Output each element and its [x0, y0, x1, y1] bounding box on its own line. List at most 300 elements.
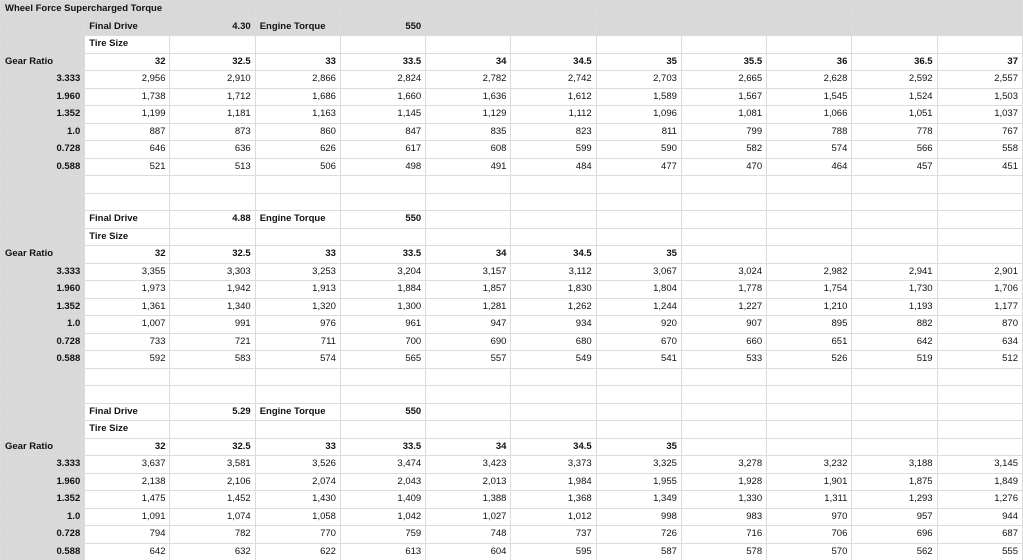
wheel-force-value[interactable]: 512: [937, 351, 1022, 369]
gear-ratio-value[interactable]: 1.960: [1, 281, 85, 299]
tire-size-label[interactable]: Tire Size: [85, 228, 170, 246]
wheel-force-value[interactable]: 1,210: [767, 298, 852, 316]
wheel-force-value[interactable]: 617: [340, 141, 425, 159]
gear-ratio-value[interactable]: 0.588: [1, 351, 85, 369]
empty-cell[interactable]: [426, 176, 511, 194]
wheel-force-value[interactable]: 794: [85, 526, 170, 544]
empty-cell[interactable]: [937, 228, 1022, 246]
wheel-force-value[interactable]: 1,058: [255, 508, 340, 526]
wheel-force-value[interactable]: 1,452: [170, 491, 255, 509]
empty-cell[interactable]: [596, 386, 681, 404]
wheel-force-value[interactable]: 1,074: [170, 508, 255, 526]
empty-cell[interactable]: [170, 193, 255, 211]
empty-cell[interactable]: [170, 368, 255, 386]
wheel-force-value[interactable]: 632: [170, 543, 255, 560]
wheel-force-value[interactable]: 1,300: [340, 298, 425, 316]
wheel-force-value[interactable]: 799: [681, 123, 766, 141]
gear-ratio-label[interactable]: Gear Ratio: [1, 246, 85, 264]
gear-ratio-value[interactable]: 1.0: [1, 123, 85, 141]
empty-cell[interactable]: [852, 228, 937, 246]
empty-cell[interactable]: [85, 176, 170, 194]
tire-size-header[interactable]: 32: [85, 53, 170, 71]
wheel-force-value[interactable]: 873: [170, 123, 255, 141]
wheel-force-value[interactable]: 907: [681, 316, 766, 334]
engine-torque-label[interactable]: Engine Torque: [255, 211, 340, 229]
wheel-force-value[interactable]: 1,027: [426, 508, 511, 526]
empty-cell[interactable]: [937, 403, 1022, 421]
wheel-force-value[interactable]: 1,973: [85, 281, 170, 299]
wheel-force-value[interactable]: 1,042: [340, 508, 425, 526]
wheel-force-value[interactable]: 1,901: [767, 473, 852, 491]
tire-size-header[interactable]: 34: [426, 438, 511, 456]
empty-cell[interactable]: [170, 421, 255, 439]
wheel-force-value[interactable]: 2,782: [426, 71, 511, 89]
wheel-force-value[interactable]: 457: [852, 158, 937, 176]
wheel-force-value[interactable]: 2,592: [852, 71, 937, 89]
empty-cell[interactable]: [426, 228, 511, 246]
side-cell[interactable]: [1, 228, 85, 246]
wheel-force-value[interactable]: 961: [340, 316, 425, 334]
empty-cell[interactable]: [767, 386, 852, 404]
empty-cell[interactable]: [511, 421, 596, 439]
wheel-force-value[interactable]: 498: [340, 158, 425, 176]
wheel-force-value[interactable]: 947: [426, 316, 511, 334]
wheel-force-value[interactable]: 604: [426, 543, 511, 560]
wheel-force-value[interactable]: 592: [85, 351, 170, 369]
tire-size-header[interactable]: 36.5: [852, 53, 937, 71]
wheel-force-value[interactable]: 484: [511, 158, 596, 176]
wheel-force-value[interactable]: 759: [340, 526, 425, 544]
wheel-force-value[interactable]: 1,686: [255, 88, 340, 106]
empty-cell[interactable]: [852, 1, 937, 19]
engine-torque-value[interactable]: 550: [340, 211, 425, 229]
gear-ratio-value[interactable]: 1.352: [1, 106, 85, 124]
tire-size-header[interactable]: [767, 438, 852, 456]
wheel-force-value[interactable]: 1,660: [340, 88, 425, 106]
wheel-force-value[interactable]: 1,754: [767, 281, 852, 299]
wheel-force-value[interactable]: 3,204: [340, 263, 425, 281]
empty-cell[interactable]: [937, 36, 1022, 54]
wheel-force-value[interactable]: 1,262: [511, 298, 596, 316]
empty-cell[interactable]: [852, 421, 937, 439]
empty-cell[interactable]: [170, 386, 255, 404]
wheel-force-value[interactable]: 835: [426, 123, 511, 141]
empty-cell[interactable]: [596, 1, 681, 19]
wheel-force-value[interactable]: 574: [255, 351, 340, 369]
wheel-force-value[interactable]: 934: [511, 316, 596, 334]
empty-cell[interactable]: [852, 193, 937, 211]
wheel-force-value[interactable]: 557: [426, 351, 511, 369]
empty-cell[interactable]: [170, 228, 255, 246]
wheel-force-value[interactable]: 1,199: [85, 106, 170, 124]
gear-ratio-value[interactable]: 0.728: [1, 526, 85, 544]
wheel-force-value[interactable]: 3,303: [170, 263, 255, 281]
wheel-force-value[interactable]: 1,293: [852, 491, 937, 509]
tire-size-header[interactable]: 34.5: [511, 438, 596, 456]
empty-cell[interactable]: [852, 403, 937, 421]
empty-cell[interactable]: [681, 1, 766, 19]
empty-cell[interactable]: [937, 1, 1022, 19]
wheel-force-value[interactable]: 1,096: [596, 106, 681, 124]
wheel-force-value[interactable]: 1,012: [511, 508, 596, 526]
empty-cell[interactable]: [681, 176, 766, 194]
wheel-force-value[interactable]: 513: [170, 158, 255, 176]
tire-size-header[interactable]: [937, 246, 1022, 264]
tire-size-header[interactable]: [852, 246, 937, 264]
tire-size-header[interactable]: 35: [596, 53, 681, 71]
wheel-force-value[interactable]: 2,138: [85, 473, 170, 491]
empty-cell[interactable]: [596, 211, 681, 229]
wheel-force-value[interactable]: 887: [85, 123, 170, 141]
wheel-force-value[interactable]: 3,581: [170, 456, 255, 474]
empty-cell[interactable]: [767, 36, 852, 54]
wheel-force-value[interactable]: 1,281: [426, 298, 511, 316]
empty-cell[interactable]: [852, 211, 937, 229]
empty-cell[interactable]: [85, 368, 170, 386]
wheel-force-value[interactable]: 983: [681, 508, 766, 526]
empty-cell[interactable]: [681, 368, 766, 386]
wheel-force-value[interactable]: 1,081: [681, 106, 766, 124]
tire-size-header[interactable]: 32: [85, 438, 170, 456]
empty-cell[interactable]: [852, 36, 937, 54]
empty-cell[interactable]: [937, 368, 1022, 386]
wheel-force-value[interactable]: 464: [767, 158, 852, 176]
side-cell[interactable]: [1, 211, 85, 229]
wheel-force-value[interactable]: 1,276: [937, 491, 1022, 509]
wheel-force-value[interactable]: 1,037: [937, 106, 1022, 124]
wheel-force-value[interactable]: 526: [767, 351, 852, 369]
wheel-force-value[interactable]: 690: [426, 333, 511, 351]
wheel-force-value[interactable]: 2,742: [511, 71, 596, 89]
wheel-force-value[interactable]: 3,253: [255, 263, 340, 281]
wheel-force-value[interactable]: 521: [85, 158, 170, 176]
wheel-force-value[interactable]: 2,956: [85, 71, 170, 89]
wheel-force-value[interactable]: 882: [852, 316, 937, 334]
wheel-force-value[interactable]: 595: [511, 543, 596, 560]
wheel-force-value[interactable]: 2,866: [255, 71, 340, 89]
wheel-force-value[interactable]: 1,830: [511, 281, 596, 299]
gear-ratio-value[interactable]: 0.728: [1, 141, 85, 159]
wheel-force-value[interactable]: 555: [937, 543, 1022, 560]
wheel-force-value[interactable]: 1,244: [596, 298, 681, 316]
wheel-force-value[interactable]: 1,066: [767, 106, 852, 124]
empty-cell[interactable]: [170, 1, 255, 19]
wheel-force-value[interactable]: 2,043: [340, 473, 425, 491]
wheel-force-value[interactable]: 3,232: [767, 456, 852, 474]
empty-cell[interactable]: [596, 36, 681, 54]
wheel-force-value[interactable]: 3,112: [511, 263, 596, 281]
empty-cell[interactable]: [340, 368, 425, 386]
wheel-force-value[interactable]: 1,942: [170, 281, 255, 299]
tire-size-label[interactable]: Tire Size: [85, 421, 170, 439]
wheel-force-value[interactable]: 737: [511, 526, 596, 544]
wheel-force-value[interactable]: 3,145: [937, 456, 1022, 474]
tire-size-header[interactable]: 34.5: [511, 53, 596, 71]
empty-cell[interactable]: [596, 228, 681, 246]
tire-size-header[interactable]: 32.5: [170, 53, 255, 71]
wheel-force-value[interactable]: 583: [170, 351, 255, 369]
side-cell[interactable]: [1, 176, 85, 194]
tire-size-header[interactable]: 36: [767, 53, 852, 71]
wheel-force-value[interactable]: 1,503: [937, 88, 1022, 106]
wheel-force-value[interactable]: 680: [511, 333, 596, 351]
gear-ratio-value[interactable]: 3.333: [1, 71, 85, 89]
wheel-force-value[interactable]: 565: [340, 351, 425, 369]
wheel-force-value[interactable]: 558: [937, 141, 1022, 159]
empty-cell[interactable]: [937, 18, 1022, 36]
wheel-force-value[interactable]: 1,051: [852, 106, 937, 124]
wheel-force-value[interactable]: 2,982: [767, 263, 852, 281]
empty-cell[interactable]: [937, 421, 1022, 439]
wheel-force-value[interactable]: 533: [681, 351, 766, 369]
wheel-force-value[interactable]: 1,145: [340, 106, 425, 124]
empty-cell[interactable]: [681, 18, 766, 36]
wheel-force-value[interactable]: 519: [852, 351, 937, 369]
gear-ratio-label[interactable]: Gear Ratio: [1, 438, 85, 456]
empty-cell[interactable]: [681, 36, 766, 54]
gear-ratio-label[interactable]: Gear Ratio: [1, 53, 85, 71]
wheel-force-value[interactable]: 642: [85, 543, 170, 560]
empty-cell[interactable]: [511, 386, 596, 404]
empty-cell[interactable]: [937, 211, 1022, 229]
wheel-force-value[interactable]: 549: [511, 351, 596, 369]
wheel-force-value[interactable]: 1,227: [681, 298, 766, 316]
wheel-force-value[interactable]: 1,091: [85, 508, 170, 526]
wheel-force-value[interactable]: 1,955: [596, 473, 681, 491]
wheel-force-value[interactable]: 582: [681, 141, 766, 159]
tire-size-header[interactable]: 33: [255, 246, 340, 264]
empty-cell[interactable]: [340, 1, 425, 19]
tire-size-header[interactable]: 35: [596, 438, 681, 456]
wheel-force-value[interactable]: 2,074: [255, 473, 340, 491]
empty-cell[interactable]: [255, 228, 340, 246]
wheel-force-value[interactable]: 1,409: [340, 491, 425, 509]
wheel-force-value[interactable]: 823: [511, 123, 596, 141]
empty-cell[interactable]: [596, 18, 681, 36]
empty-cell[interactable]: [596, 368, 681, 386]
wheel-force-value[interactable]: 566: [852, 141, 937, 159]
wheel-force-value[interactable]: 599: [511, 141, 596, 159]
empty-cell[interactable]: [85, 386, 170, 404]
wheel-force-value[interactable]: 1,567: [681, 88, 766, 106]
wheel-force-value[interactable]: 562: [852, 543, 937, 560]
wheel-force-value[interactable]: 1,612: [511, 88, 596, 106]
tire-size-header[interactable]: 33: [255, 438, 340, 456]
tire-size-header[interactable]: 33.5: [340, 53, 425, 71]
empty-cell[interactable]: [596, 176, 681, 194]
tire-size-header[interactable]: 32.5: [170, 438, 255, 456]
wheel-force-value[interactable]: 570: [767, 543, 852, 560]
wheel-force-value[interactable]: 670: [596, 333, 681, 351]
engine-torque-label[interactable]: Engine Torque: [255, 18, 340, 36]
empty-cell[interactable]: [255, 421, 340, 439]
empty-cell[interactable]: [767, 193, 852, 211]
empty-cell[interactable]: [511, 228, 596, 246]
wheel-force-value[interactable]: 696: [852, 526, 937, 544]
wheel-force-value[interactable]: 1,589: [596, 88, 681, 106]
tire-size-header[interactable]: 33: [255, 53, 340, 71]
wheel-force-value[interactable]: 590: [596, 141, 681, 159]
empty-cell[interactable]: [426, 421, 511, 439]
final-drive-value[interactable]: 5.29: [170, 403, 255, 421]
wheel-force-value[interactable]: 2,910: [170, 71, 255, 89]
empty-cell[interactable]: [340, 36, 425, 54]
wheel-force-value[interactable]: 2,941: [852, 263, 937, 281]
side-cell[interactable]: [1, 193, 85, 211]
wheel-force-value[interactable]: 716: [681, 526, 766, 544]
gear-ratio-value[interactable]: 1.960: [1, 473, 85, 491]
gear-ratio-value[interactable]: 1.0: [1, 508, 85, 526]
wheel-force-value[interactable]: 1,330: [681, 491, 766, 509]
wheel-force-value[interactable]: 1,430: [255, 491, 340, 509]
engine-torque-value[interactable]: 550: [340, 403, 425, 421]
empty-cell[interactable]: [767, 403, 852, 421]
wheel-force-value[interactable]: 1,388: [426, 491, 511, 509]
wheel-force-value[interactable]: 1,129: [426, 106, 511, 124]
empty-cell[interactable]: [426, 386, 511, 404]
side-cell[interactable]: [1, 386, 85, 404]
empty-cell[interactable]: [852, 18, 937, 36]
wheel-force-value[interactable]: 1,349: [596, 491, 681, 509]
wheel-force-value[interactable]: 3,355: [85, 263, 170, 281]
tire-size-label[interactable]: Tire Size: [85, 36, 170, 54]
wheel-force-value[interactable]: 622: [255, 543, 340, 560]
empty-cell[interactable]: [767, 228, 852, 246]
wheel-force-value[interactable]: 726: [596, 526, 681, 544]
wheel-force-value[interactable]: 651: [767, 333, 852, 351]
wheel-force-value[interactable]: 733: [85, 333, 170, 351]
wheel-force-value[interactable]: 587: [596, 543, 681, 560]
tire-size-header[interactable]: [852, 438, 937, 456]
wheel-force-value[interactable]: 1,804: [596, 281, 681, 299]
final-drive-value[interactable]: 4.88: [170, 211, 255, 229]
empty-cell[interactable]: [681, 228, 766, 246]
empty-cell[interactable]: [767, 18, 852, 36]
wheel-force-value[interactable]: 1,545: [767, 88, 852, 106]
wheel-force-value[interactable]: 3,278: [681, 456, 766, 474]
empty-cell[interactable]: [681, 193, 766, 211]
wheel-force-value[interactable]: 1,857: [426, 281, 511, 299]
wheel-force-value[interactable]: 1,849: [937, 473, 1022, 491]
wheel-force-value[interactable]: 970: [767, 508, 852, 526]
wheel-force-value[interactable]: 3,526: [255, 456, 340, 474]
empty-cell[interactable]: [426, 1, 511, 19]
wheel-force-value[interactable]: 541: [596, 351, 681, 369]
wheel-force-value[interactable]: 3,637: [85, 456, 170, 474]
empty-cell[interactable]: [170, 176, 255, 194]
gear-ratio-value[interactable]: 1.0: [1, 316, 85, 334]
wheel-force-value[interactable]: 2,628: [767, 71, 852, 89]
wheel-force-value[interactable]: 1,706: [937, 281, 1022, 299]
wheel-force-value[interactable]: 770: [255, 526, 340, 544]
wheel-force-value[interactable]: 1,712: [170, 88, 255, 106]
tire-size-header[interactable]: [681, 438, 766, 456]
empty-cell[interactable]: [511, 368, 596, 386]
empty-cell[interactable]: [255, 193, 340, 211]
wheel-force-value[interactable]: 976: [255, 316, 340, 334]
tire-size-header[interactable]: [681, 246, 766, 264]
wheel-force-value[interactable]: 895: [767, 316, 852, 334]
wheel-force-value[interactable]: 3,188: [852, 456, 937, 474]
final-drive-value[interactable]: 4.30: [170, 18, 255, 36]
empty-cell[interactable]: [937, 386, 1022, 404]
wheel-force-value[interactable]: 2,901: [937, 263, 1022, 281]
empty-cell[interactable]: [596, 193, 681, 211]
wheel-force-value[interactable]: 944: [937, 508, 1022, 526]
tire-size-header[interactable]: 37: [937, 53, 1022, 71]
wheel-force-value[interactable]: 1,368: [511, 491, 596, 509]
side-cell[interactable]: [1, 403, 85, 421]
wheel-force-value[interactable]: 1,361: [85, 298, 170, 316]
wheel-force-value[interactable]: 626: [255, 141, 340, 159]
engine-torque-value[interactable]: 550: [340, 18, 425, 36]
tire-size-header[interactable]: 35: [596, 246, 681, 264]
empty-cell[interactable]: [426, 368, 511, 386]
wheel-force-value[interactable]: 1,730: [852, 281, 937, 299]
empty-cell[interactable]: [511, 18, 596, 36]
wheel-force-value[interactable]: 2,013: [426, 473, 511, 491]
wheel-force-value[interactable]: 1,112: [511, 106, 596, 124]
wheel-force-value[interactable]: 1,884: [340, 281, 425, 299]
empty-cell[interactable]: [767, 176, 852, 194]
wheel-force-value[interactable]: 860: [255, 123, 340, 141]
wheel-force-value[interactable]: 1,928: [681, 473, 766, 491]
wheel-force-value[interactable]: 711: [255, 333, 340, 351]
empty-cell[interactable]: [681, 421, 766, 439]
wheel-force-value[interactable]: 1,311: [767, 491, 852, 509]
gear-ratio-value[interactable]: 3.333: [1, 263, 85, 281]
wheel-force-value[interactable]: 636: [170, 141, 255, 159]
side-cell[interactable]: [1, 368, 85, 386]
wheel-force-value[interactable]: 1,163: [255, 106, 340, 124]
empty-cell[interactable]: [255, 1, 340, 19]
gear-ratio-value[interactable]: 0.728: [1, 333, 85, 351]
tire-size-header[interactable]: [937, 438, 1022, 456]
tire-size-header[interactable]: [767, 246, 852, 264]
empty-cell[interactable]: [937, 193, 1022, 211]
empty-cell[interactable]: [426, 211, 511, 229]
tire-size-header[interactable]: 32.5: [170, 246, 255, 264]
empty-cell[interactable]: [255, 386, 340, 404]
empty-cell[interactable]: [596, 421, 681, 439]
wheel-force-value[interactable]: 646: [85, 141, 170, 159]
empty-cell[interactable]: [426, 36, 511, 54]
wheel-force-value[interactable]: 1,524: [852, 88, 937, 106]
empty-cell[interactable]: [511, 176, 596, 194]
wheel-force-value[interactable]: 1,738: [85, 88, 170, 106]
wheel-force-value[interactable]: 1,177: [937, 298, 1022, 316]
wheel-force-value[interactable]: 1,875: [852, 473, 937, 491]
wheel-force-value[interactable]: 574: [767, 141, 852, 159]
empty-cell[interactable]: [255, 176, 340, 194]
empty-cell[interactable]: [340, 176, 425, 194]
wheel-force-value[interactable]: 1,340: [170, 298, 255, 316]
empty-cell[interactable]: [511, 403, 596, 421]
wheel-force-value[interactable]: 3,024: [681, 263, 766, 281]
empty-cell[interactable]: [596, 403, 681, 421]
empty-cell[interactable]: [426, 193, 511, 211]
wheel-force-value[interactable]: 957: [852, 508, 937, 526]
empty-cell[interactable]: [511, 193, 596, 211]
empty-cell[interactable]: [426, 18, 511, 36]
wheel-force-value[interactable]: 782: [170, 526, 255, 544]
empty-cell[interactable]: [852, 386, 937, 404]
empty-cell[interactable]: [170, 36, 255, 54]
empty-cell[interactable]: [852, 368, 937, 386]
wheel-force-value[interactable]: 477: [596, 158, 681, 176]
gear-ratio-value[interactable]: 0.588: [1, 158, 85, 176]
wheel-force-value[interactable]: 3,157: [426, 263, 511, 281]
